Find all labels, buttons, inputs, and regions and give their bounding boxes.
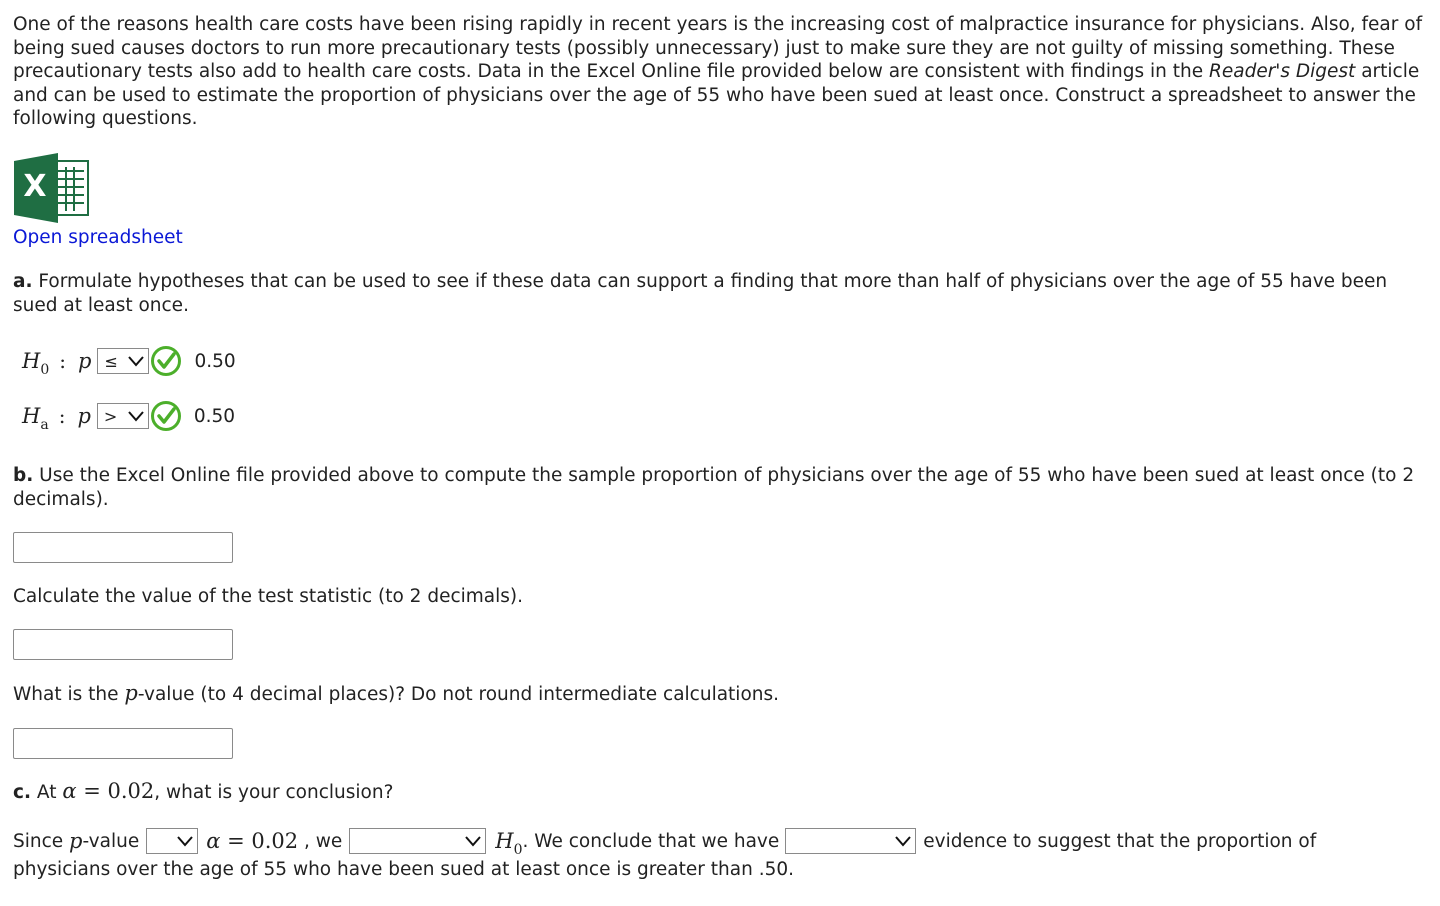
h0-operator-select[interactable] xyxy=(97,348,149,374)
comparison-select[interactable] xyxy=(146,828,198,854)
ha-operator-value: > xyxy=(103,406,118,426)
part-a-text: Formulate hypotheses that can be used to see if these data can support a finding that more than half of physicians over the age of 55 have been sued at least once. xyxy=(13,271,1388,316)
we-text: , we xyxy=(298,830,343,852)
excel-icon-letter: X xyxy=(23,169,47,204)
ha-colon: : xyxy=(58,404,66,428)
part-a-question xyxy=(13,270,1431,317)
null-hypothesis-row xyxy=(22,346,236,376)
h0-colon: : xyxy=(59,349,66,373)
alpha-value: 0.02 xyxy=(251,829,299,853)
intro-text-1: One of the reasons health care costs have been rising rapidly in recent years is the increasing cost of malpractice insurance for physicians. Also, fear of being sued causes doctors to run more precautionary tests (possibly unnecessary) just to make sure they are not guilty of missing something. These precautionary tests also add to health care costs. Data in the Excel Online file provided below are consistent with findings in the xyxy=(13,14,1423,82)
ha-symbol: $H_a$ xyxy=(22,404,49,433)
test-statistic-prompt: Calculate the value of the test statistic (to 2 decimals). xyxy=(13,586,523,607)
value-word: -value xyxy=(82,830,140,852)
alt-hypothesis-row xyxy=(22,401,235,431)
excel-icon[interactable] xyxy=(14,153,90,223)
alpha-equals: = xyxy=(220,829,252,853)
evidence-text: evidence to suggest that the proportion of xyxy=(923,830,1317,852)
part-a-label: a. xyxy=(13,271,33,292)
conclusion-line-2: physicians over the age of 55 who have been sued at least once is greater than .50. xyxy=(13,859,794,880)
test-statistic-input[interactable] xyxy=(13,629,233,660)
p-symbol: p xyxy=(69,829,83,853)
h0-symbol: $H_0$ xyxy=(22,349,50,378)
decision-select[interactable] xyxy=(349,828,486,854)
chevron-down-icon xyxy=(127,410,145,422)
part-b-label: b. xyxy=(13,465,34,486)
h0-value: 0.50 xyxy=(194,350,236,372)
chevron-down-icon xyxy=(894,835,912,847)
correct-check-icon xyxy=(150,400,182,432)
part-b-question xyxy=(13,464,1431,511)
p-value-input[interactable] xyxy=(13,728,233,759)
chevron-down-icon xyxy=(176,835,194,847)
problem-intro xyxy=(13,13,1431,131)
open-spreadsheet-link[interactable]: Open spreadsheet xyxy=(13,227,183,248)
ha-operator-select[interactable] xyxy=(97,403,149,429)
alpha-symbol: α xyxy=(206,829,221,853)
h0-conclusion-symbol: $H_0$ xyxy=(495,829,523,858)
h0-operator-value: ≤ xyxy=(104,351,118,371)
chevron-down-icon xyxy=(464,835,482,847)
intro-source: Reader's Digest xyxy=(1209,61,1356,82)
correct-check-icon xyxy=(150,345,182,377)
chevron-down-icon xyxy=(127,355,145,367)
conclude-text: . We conclude that we have xyxy=(522,830,780,852)
ha-param: p xyxy=(77,404,91,428)
intro-text-2: article and can be used to estimate the proportion of physicians over the age of 55 who have been sued at least once. Construct a spreadsheet to answer the following questions. xyxy=(13,61,1420,129)
part-c-question: c. At α = 0.02, what is your conclusion? xyxy=(13,779,394,803)
since-text: Since xyxy=(13,830,70,852)
sample-proportion-input[interactable] xyxy=(13,532,233,563)
p-value-prompt: What is the p-value (to 4 decimal places)? Do not round intermediate calculations. xyxy=(13,681,780,705)
part-c-label: c. xyxy=(13,782,31,803)
evidence-select[interactable] xyxy=(785,828,916,854)
part-b-text: Use the Excel Online file provided above to compute the sample proportion of physicians over the age of 55 who have been sued at least once (to 2 decimals). xyxy=(13,465,1415,510)
ha-value: 0.50 xyxy=(193,405,236,427)
conclusion-row xyxy=(13,826,1316,856)
h0-param: p xyxy=(78,349,92,373)
